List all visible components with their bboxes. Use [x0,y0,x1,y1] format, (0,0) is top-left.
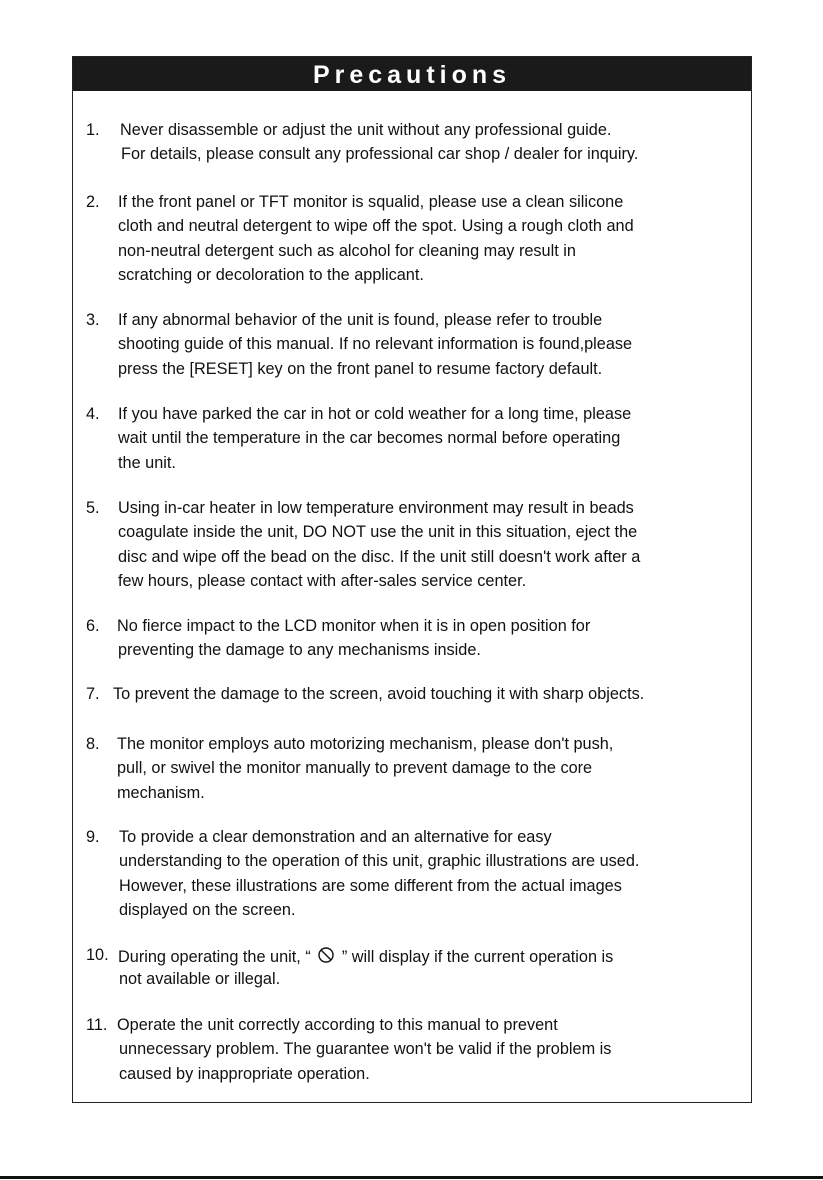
item-line-text: ” will display if the current operation is [341,948,614,966]
item-number: 2. [86,193,100,211]
item-line: The monitor employs auto motorizing mechanism, please don't push, [117,735,614,753]
page-title: Precautions [73,57,751,91]
item-number: 4. [86,405,100,423]
item-line: For details, please consult any professional car shop / dealer for inquiry. [121,145,639,164]
item-line: No fierce impact to the LCD monitor when it is in open position for [117,617,591,635]
item-line: understanding to the operation of this unit, graphic illustrations are used. [119,852,640,871]
item-line: To prevent the damage to the screen, avoid touching it with sharp objects. [113,685,645,703]
item-line: scratching or decoloration to the applicant. [118,266,424,285]
item-number: 7. [86,685,100,703]
item-line-text: During operating the unit, “ [118,948,311,966]
item-line: To provide a clear demonstration and an alternative for easy [119,828,552,846]
item-line: not available or illegal. [119,970,281,989]
item-number: 8. [86,735,100,753]
item-line: If any abnormal behavior of the unit is found, please refer to trouble [118,311,603,329]
item-line: shooting guide of this manual. If no relevant information is found,please [118,335,633,354]
item-line: cloth and neutral detergent to wipe off the spot. Using a rough cloth and [118,217,634,236]
item-line: If you have parked the car in hot or cold weather for a long time, please [118,405,632,423]
item-line: unnecessary problem. The guarantee won't be valid if the problem is [119,1040,612,1059]
item-line: displayed on the screen. [119,901,296,920]
item-line: press the [RESET] key on the front panel to resume factory default. [118,359,603,378]
item-line: pull, or swivel the monitor manually to prevent damage to the core [117,759,593,778]
item-line: few hours, please contact with after-sales service center. [118,572,527,591]
prohibited-icon [317,946,335,964]
item-line: wait until the temperature in the car becomes normal before operating [118,429,621,448]
item-line: caused by inappropriate operation. [119,1064,370,1083]
item-line: disc and wipe off the bead on the disc. If the unit still doesn't work after a [118,547,641,566]
item-number: 1. [86,121,100,139]
item-line: the unit. [118,453,176,472]
item-number: 11. [86,1016,108,1034]
item-number: 10. [86,946,109,964]
item-line: Never disassemble or adjust the unit without any professional guide. [120,121,612,139]
item-number: 9. [86,828,100,846]
item-line: non-neutral detergent such as alcohol for cleaning may result in [118,241,576,260]
item-line: If the front panel or TFT monitor is squalid, please use a clean silicone [118,193,624,211]
item-number: 3. [86,311,100,329]
item-number: 5. [86,499,100,517]
item-line: coagulate inside the unit, DO NOT use the unit in this situation, eject the [118,523,638,542]
item-line [118,946,613,967]
item-line: However, these illustrations are some different from the actual images [119,876,622,895]
item-line: Operate the unit correctly according to this manual to prevent [117,1016,558,1034]
item-line: preventing the damage to any mechanisms inside. [118,641,481,660]
item-number: 6. [86,617,100,635]
item-line: mechanism. [117,783,205,802]
item-line: Using in-car heater in low temperature environment may result in beads [118,499,634,517]
bottom-divider [0,1176,823,1179]
